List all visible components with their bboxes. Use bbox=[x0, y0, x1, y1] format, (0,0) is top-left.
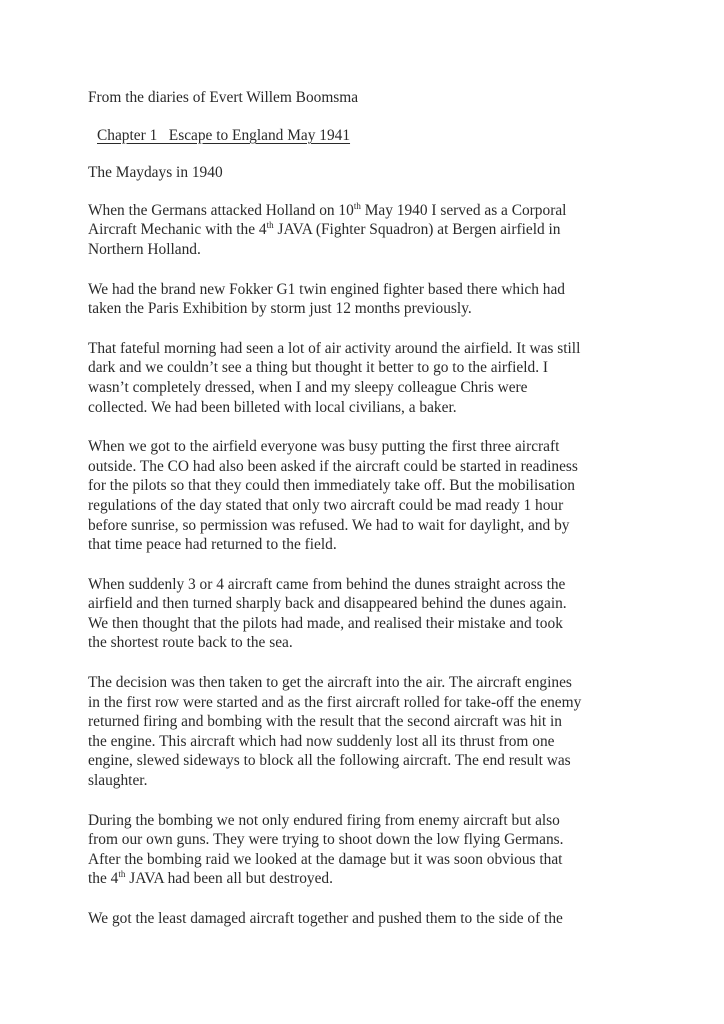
chapter-heading: Chapter 1 Escape to England May 1941 bbox=[97, 126, 351, 144]
text-run: wasn’t completely dressed, when I and my sleepy colleague Chris were bbox=[88, 378, 528, 396]
text-line bbox=[88, 693, 643, 713]
text-run: The decision was then taken to get the aircraft into the air. The aircraft engines bbox=[88, 674, 572, 692]
body-text bbox=[88, 201, 643, 929]
paragraph bbox=[88, 437, 643, 555]
paragraph bbox=[88, 673, 643, 791]
text-line bbox=[88, 457, 643, 477]
text-line bbox=[88, 575, 643, 595]
text-line bbox=[88, 869, 643, 889]
text-line bbox=[88, 240, 643, 260]
text-line bbox=[88, 299, 643, 319]
paragraph bbox=[88, 811, 643, 889]
ordinal-suffix: th bbox=[353, 200, 361, 211]
paragraph bbox=[88, 909, 643, 929]
text-line bbox=[88, 751, 643, 771]
text-line bbox=[88, 850, 643, 870]
text-run: airfield and then turned sharply back and disappeared behind the dunes again. bbox=[88, 595, 567, 613]
text-line bbox=[88, 633, 643, 653]
text-line bbox=[88, 830, 643, 850]
text-run: Aircraft Mechanic with the 4 bbox=[88, 221, 267, 239]
text-line bbox=[88, 398, 643, 418]
text-line bbox=[88, 909, 643, 929]
text-run: for the pilots so that they could then immediately take off. But the mobilisation bbox=[88, 477, 575, 495]
text-line bbox=[88, 201, 643, 221]
paragraph bbox=[88, 575, 643, 653]
text-run: When suddenly 3 or 4 aircraft came from behind the dunes straight across the bbox=[88, 575, 566, 593]
ordinal-suffix: th bbox=[118, 869, 126, 880]
text-run: taken the Paris Exhibition by storm just 12 months previously. bbox=[88, 300, 472, 318]
text-line bbox=[88, 535, 643, 555]
text-run: When we got to the airfield everyone was busy putting the first three aircraft bbox=[88, 438, 560, 456]
text-line bbox=[88, 771, 643, 791]
text-run: outside. The CO had also been asked if the aircraft could be started in readiness bbox=[88, 457, 578, 475]
text-line bbox=[88, 673, 643, 693]
text-run: During the bombing we not only endured firing from enemy aircraft but also bbox=[88, 811, 560, 829]
text-line bbox=[88, 378, 643, 398]
text-run: slaughter. bbox=[88, 772, 148, 790]
text-line bbox=[88, 516, 643, 536]
paragraph bbox=[88, 339, 643, 417]
text-run: the shortest route back to the sea. bbox=[88, 634, 293, 652]
text-run: dark and we couldn’t see a thing but thought it better to go to the airfield. I bbox=[88, 359, 549, 377]
text-line bbox=[88, 220, 643, 240]
text-run: That fateful morning had seen a lot of air activity around the airfield. It was still bbox=[88, 339, 581, 357]
text-run: We then thought that the pilots had made, and realised their mistake and took bbox=[88, 614, 563, 632]
text-run: After the bombing raid we looked at the damage but it was soon obvious that bbox=[88, 850, 563, 868]
document-title: From the diaries of Evert Willem Boomsma bbox=[88, 89, 359, 106]
text-run: the engine. This aircraft which had now suddenly lost all its thrust from one bbox=[88, 732, 555, 750]
section-heading: The Maydays in 1940 bbox=[88, 164, 223, 182]
text-run: We had the brand new Fokker G1 twin engined fighter based there which had bbox=[88, 280, 566, 298]
text-run: before sunrise, so permission was refused. We had to wait for daylight, and by bbox=[88, 516, 570, 534]
text-line bbox=[88, 811, 643, 831]
text-run: from our own guns. They were trying to shoot down the low flying Germans. bbox=[88, 831, 564, 849]
text-line bbox=[88, 476, 643, 496]
text-run: collected. We had been billeted with local civilians, a baker. bbox=[88, 398, 457, 416]
text-line bbox=[88, 280, 643, 300]
text-run: in the first row were started and as the first aircraft rolled for take-off the enemy bbox=[88, 693, 582, 711]
text-run: returned firing and bombing with the result that the second aircraft was hit in bbox=[88, 713, 562, 731]
paragraph bbox=[88, 280, 643, 319]
text-line bbox=[88, 712, 643, 732]
text-run: regulations of the day stated that only two aircraft could be mad ready 1 hour bbox=[88, 496, 564, 514]
text-line bbox=[88, 594, 643, 614]
text-line bbox=[88, 732, 643, 752]
text-line bbox=[88, 614, 643, 634]
text-run: We got the least damaged aircraft together and pushed them to the side of the bbox=[88, 910, 563, 927]
text-run: Northern Holland. bbox=[88, 240, 201, 258]
document-page bbox=[88, 88, 643, 949]
paragraph bbox=[88, 201, 643, 260]
ordinal-suffix: th bbox=[266, 220, 274, 231]
text-line bbox=[88, 496, 643, 516]
text-run: When the Germans attacked Holland on 10 bbox=[88, 201, 354, 219]
text-run: May 1940 I served as a Corporal bbox=[360, 201, 567, 219]
text-line bbox=[88, 437, 643, 457]
text-run: that time peace had returned to the field. bbox=[88, 536, 337, 554]
text-run: engine, slewed sideways to block all the following aircraft. The end result was bbox=[88, 752, 571, 770]
text-line bbox=[88, 339, 643, 359]
text-line bbox=[88, 358, 643, 378]
text-run: JAVA had been all but destroyed. bbox=[125, 870, 333, 888]
text-run: JAVA (Fighter Squadron) at Bergen airfield in bbox=[273, 221, 561, 239]
text-run: the 4 bbox=[88, 870, 119, 888]
